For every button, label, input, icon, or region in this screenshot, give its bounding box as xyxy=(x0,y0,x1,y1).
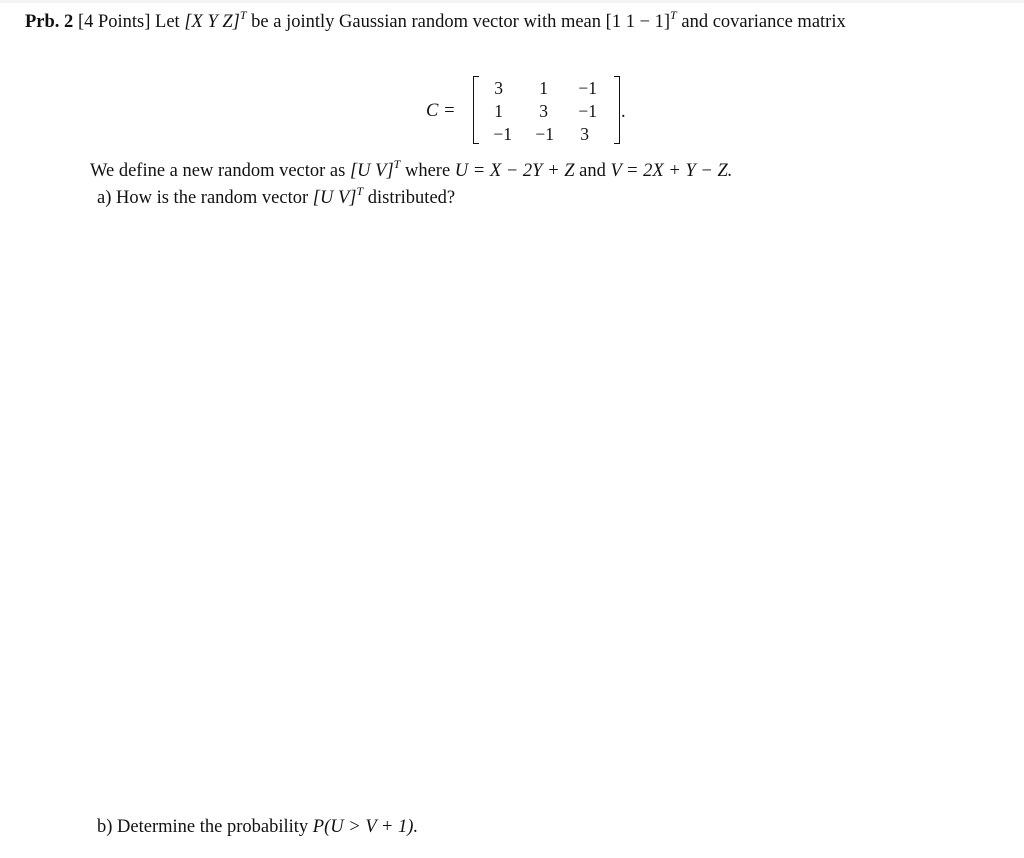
question-a-end: distributed? xyxy=(367,188,456,208)
question-b-text: Determine the probability xyxy=(117,817,309,837)
matrix-cell: 3 xyxy=(494,78,503,98)
matrix-cell: −1 xyxy=(578,78,597,98)
definition-intro: We define a new random vector as xyxy=(90,161,346,181)
gaussian-text: be a jointly Gaussian random vector with mean xyxy=(251,12,602,32)
random-vector-uv: [U V] xyxy=(349,161,394,181)
matrix-cell: 3 xyxy=(580,124,589,144)
question-b-label: b) xyxy=(97,817,113,837)
u-definition: U = X − 2Y + Z xyxy=(454,161,575,181)
mean-vector: [1 1 − 1] xyxy=(605,12,671,32)
random-vector-xyz: [X Y Z] xyxy=(184,12,240,32)
let-word: Let xyxy=(155,12,180,32)
and-word: and xyxy=(579,161,606,181)
problem-points: [4 Points] xyxy=(77,12,151,32)
problem-label: Prb. 2 xyxy=(25,12,74,32)
mean-transpose-mark: T xyxy=(670,8,677,22)
covariance-text: and covariance matrix xyxy=(681,12,846,32)
matrix-period: . xyxy=(621,102,626,122)
matrix-right-bracket xyxy=(614,76,620,144)
top-rule xyxy=(0,0,1024,3)
matrix-cell: −1 xyxy=(578,101,597,121)
matrix-label: C = xyxy=(426,101,456,121)
matrix-cell: 3 xyxy=(539,101,548,121)
matrix-cell: 1 xyxy=(494,101,503,121)
question-a-text: How is the random vector xyxy=(116,188,309,208)
random-vector-uv: [U V] xyxy=(312,188,357,208)
transpose-mark: T xyxy=(239,8,247,22)
question-b xyxy=(97,818,418,837)
transpose-mark: T xyxy=(393,157,401,171)
definition-line xyxy=(90,157,733,181)
matrix-cell: −1 xyxy=(493,124,512,144)
problem-header xyxy=(25,8,846,32)
matrix-cell: 1 xyxy=(539,78,548,98)
transpose-mark: T xyxy=(356,184,364,198)
v-definition: V = 2X + Y − Z. xyxy=(610,161,733,181)
probability-expression: P(U > V + 1). xyxy=(312,817,419,837)
question-a xyxy=(97,184,456,208)
question-a-label: a) xyxy=(97,188,112,208)
matrix-cell: −1 xyxy=(535,124,554,144)
where-word: where xyxy=(404,161,451,181)
